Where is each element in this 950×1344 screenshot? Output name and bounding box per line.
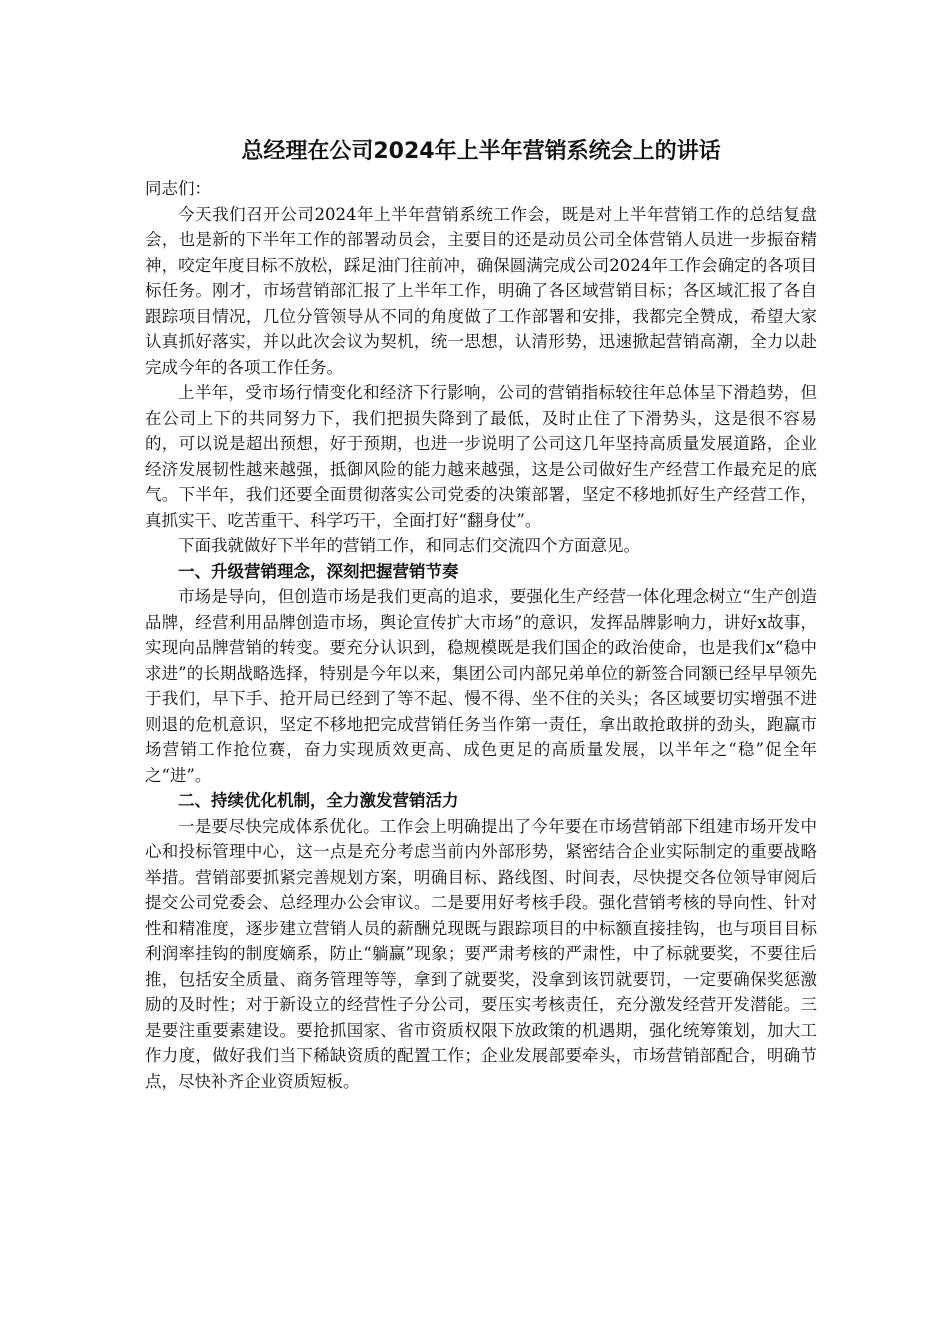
paragraph-opening: 今天我们召开公司2024年上半年营销系统工作会，既是对上半年营销工作的总结复盘会，也是新的下半年工作的部署动员会，主要目的还是动员公司全体营销人员进一步振奋精神，咬定年度目标不放松，踩足油门往前冲，确保圆满完成公司2024年工作会确定的各项目标任务。刚才，市场营销部汇报了上半年工作，明确了各区域营销目标；各区域汇报了各自跟踪项目情况，几位分管领导从不同的角度做了工作部署和安排，我都完全赞成，希望大家认真抓好落实，并以此次会议为契机，统一思想，认清形势，迅速掀起营销高潮，全力以赴完成今年的各项工作任务。 xyxy=(145,204,817,377)
section-heading-1: 一、升级营销理念，深刻把握营销节奏 xyxy=(178,561,459,581)
paragraph-intro-topics: 下面我就做好下半年的营销工作，和同志们交流四个方面意见。 xyxy=(178,536,640,555)
document-title: 总经理在公司2024年上半年营销系统会上的讲话 xyxy=(241,139,721,164)
salutation: 同志们： xyxy=(145,179,211,198)
section-heading-2: 二、持续优化机制，全力激发营销活力 xyxy=(178,791,459,810)
document-page xyxy=(145,132,817,1094)
section-paragraph-2: 一是要尽快完成体系优化。工作会上明确提出了今年要在市场营销部下组建市场开发中心和投标管理中心，这一点是充分考虑当前内外部形势，紧密结合企业实际制定的重要战略举措。营销部要抓紧完善规划方案，明确目标、路线图、时间表，尽快提交各位领导审阅后提交公司党委会、总经理办公会审议。二是要用好考核手段。强化营销考核的导向性、针对性和精准度，逐步建立营销人员的薪酬兑现既与跟踪项目的中标额直接挂钩，也与项目目标利润率挂钩的制度嫡系，防止“躺赢”现象；要严肃考核的严肃性，中了标就要奖，不要往后推，包括安全质量、商务管理等等，拿到了就要奖，没拿到该罚就要罚，一定要确保奖惩激励的及时性；对于新设立的经营性子分公司，要压实考核责任，充分激发经营开发潜能。三是要注重要素建设。要抢抓国家、省市资质权限下放政策的机遇期，强化统筹策划，加大工作力度，做好我们当下稀缺资质的配置工作；企业发展部要牵头，市场营销部配合，明确节点，尽快补齐企业资质短板。 xyxy=(145,816,817,1091)
paragraph-first-half-review: 上半年，受市场行情变化和经济下行影响，公司的营销指标较往年总体呈下滑趋势，但在公司上下的共同努力下，我们把损失降到了最低，及时止住了下滑势头，这是很不容易的，可以说是超出预想，好于预期，也进一步说明了公司这几年坚持高质量发展道路，企业经济发展韧性越来越强，抵御风险的能力越来越强，这是公司做好生产经营工作最充足的底气。下半年，我们还要全面贯彻落实公司党委的决策部署，坚定不移地抓好生产经营工作，真抓实干、吃苦重干、科学巧干，全面打好“翻身仗”。 xyxy=(145,383,817,530)
section-paragraph-1: 市场是导向，但创造市场是我们更高的追求，要强化生产经营一体化理念树立“生产创造品牌，经营利用品牌创造市场，舆论宣传扩大市场”的意识，发挥品牌影响力，讲好x故事，实现向品牌营销的转变。要充分认识到，稳规模既是我们国企的政治使命，也是我们x“稳中求进”的长期战略选择，特别是今年以来，集团公司内部兄弟单位的新签合同额已经早早领先于我们，早下手、抢开局已经到了等不起、慢不得、坐不住的关头；各区域要切实增强不进则退的危机意识，坚定不移地把完成营销任务当作第一责任，拿出敢抢敢拼的劲头，跑赢市场营销工作抢位赛，奋力实现质效更高、成色更足的高质量发展，以半年之“稳”促全年之“进”。 xyxy=(145,587,817,785)
